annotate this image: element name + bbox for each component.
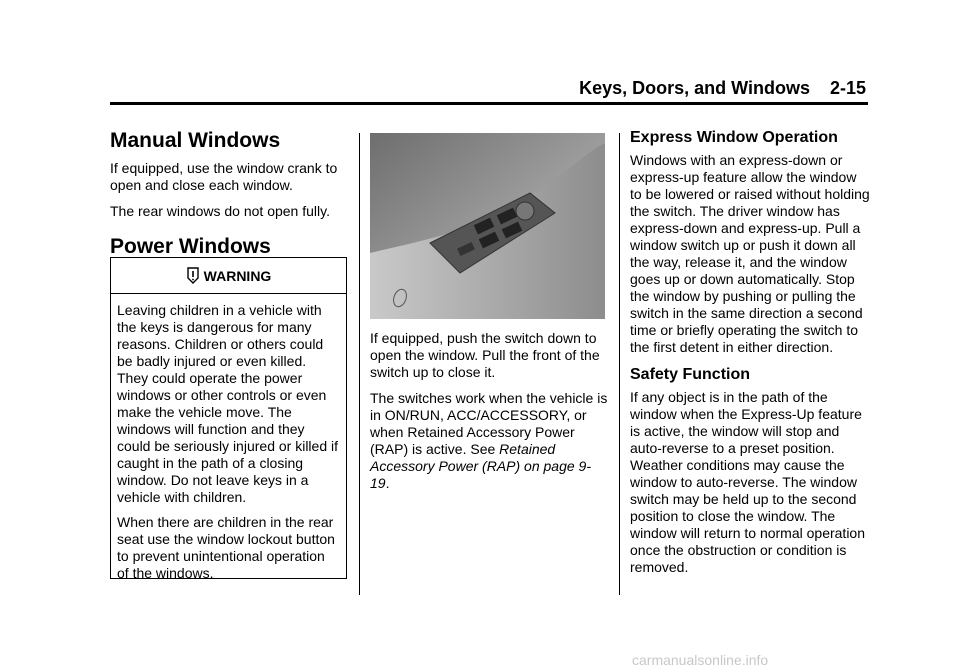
middle-p2-text: The switches work when the vehicle is in ON/RUN, ACC/ACCESSORY, or when Retained Accessory Power (RAP) is active. See bbox=[370, 390, 608, 457]
warning-body bbox=[111, 294, 346, 582]
watermark: carmanualsonline.info bbox=[632, 652, 769, 668]
express-heading: Express Window Operation bbox=[630, 129, 838, 146]
safety-heading: Safety Function bbox=[630, 366, 751, 383]
manual-windows-p1: If equipped, use the window crank to open and close each window. bbox=[110, 160, 338, 193]
safety-p1: If any object is in the path of the window when the Express-Up feature is active, the window will stop and auto-reverse to a preset position. Weather conditions may cause the window to auto-reverse. The window switch may be held up to the second position to close the window. The window will return to normal operation once the obstruction or condition is removed. bbox=[630, 389, 865, 575]
column-right bbox=[630, 128, 870, 585]
header-title bbox=[579, 78, 866, 99]
warning-p2: When there are children in the rear seat use the window lockout button to prevent unintentional operation of the windows. bbox=[117, 514, 335, 581]
warning-icon bbox=[186, 267, 200, 285]
column-left bbox=[110, 128, 350, 260]
manual-windows-heading: Manual Windows bbox=[110, 129, 281, 152]
warning-title: WARNING bbox=[203, 267, 272, 284]
window-switch-figure bbox=[370, 133, 605, 319]
page-number: 2-15 bbox=[829, 78, 866, 98]
middle-p2 bbox=[370, 390, 608, 492]
rap-reference-link[interactable]: Retained Accessory Power (RAP) on page 9-19 bbox=[370, 441, 591, 491]
warning-p1: Leaving children in a vehicle with the keys is dangerous for many reasons. Children or others could be badly injured or even killed. They could operate the power windows or other controls or even make the vehicle move. The windows will function and they could be seriously injured or killed if caught in the path of a closing window. Do not leave keys in a vehicle with children. bbox=[117, 302, 338, 505]
mirror-knob bbox=[516, 202, 534, 220]
column-divider-2 bbox=[619, 133, 620, 595]
section-title: Keys, Doors, and Windows bbox=[579, 78, 810, 98]
header-rule bbox=[110, 102, 868, 105]
manual-windows-p2: The rear windows do not open fully. bbox=[110, 203, 330, 219]
middle-p1: If equipped, push the switch down to open the window. Pull the front of the switch up to close it. bbox=[370, 330, 600, 380]
warning-box bbox=[110, 257, 347, 579]
middle-p2-end: . bbox=[385, 475, 390, 491]
column-divider-1 bbox=[359, 133, 360, 595]
page-header bbox=[108, 78, 866, 104]
power-windows-heading: Power Windows bbox=[110, 235, 271, 258]
express-p1: Windows with an express-down or express-up feature allow the window to be lowered or raised without holding the switch. The driver window has express-down and express-up. Pull a window switch up or push it down all the way, release it, and the window goes up or down automatically. Stop the window by pushing or pulling the switch in the same direction a second time or briefly operating the switch to the first detent in either direction. bbox=[630, 152, 870, 355]
warning-header bbox=[111, 258, 346, 294]
column-middle bbox=[370, 330, 608, 501]
